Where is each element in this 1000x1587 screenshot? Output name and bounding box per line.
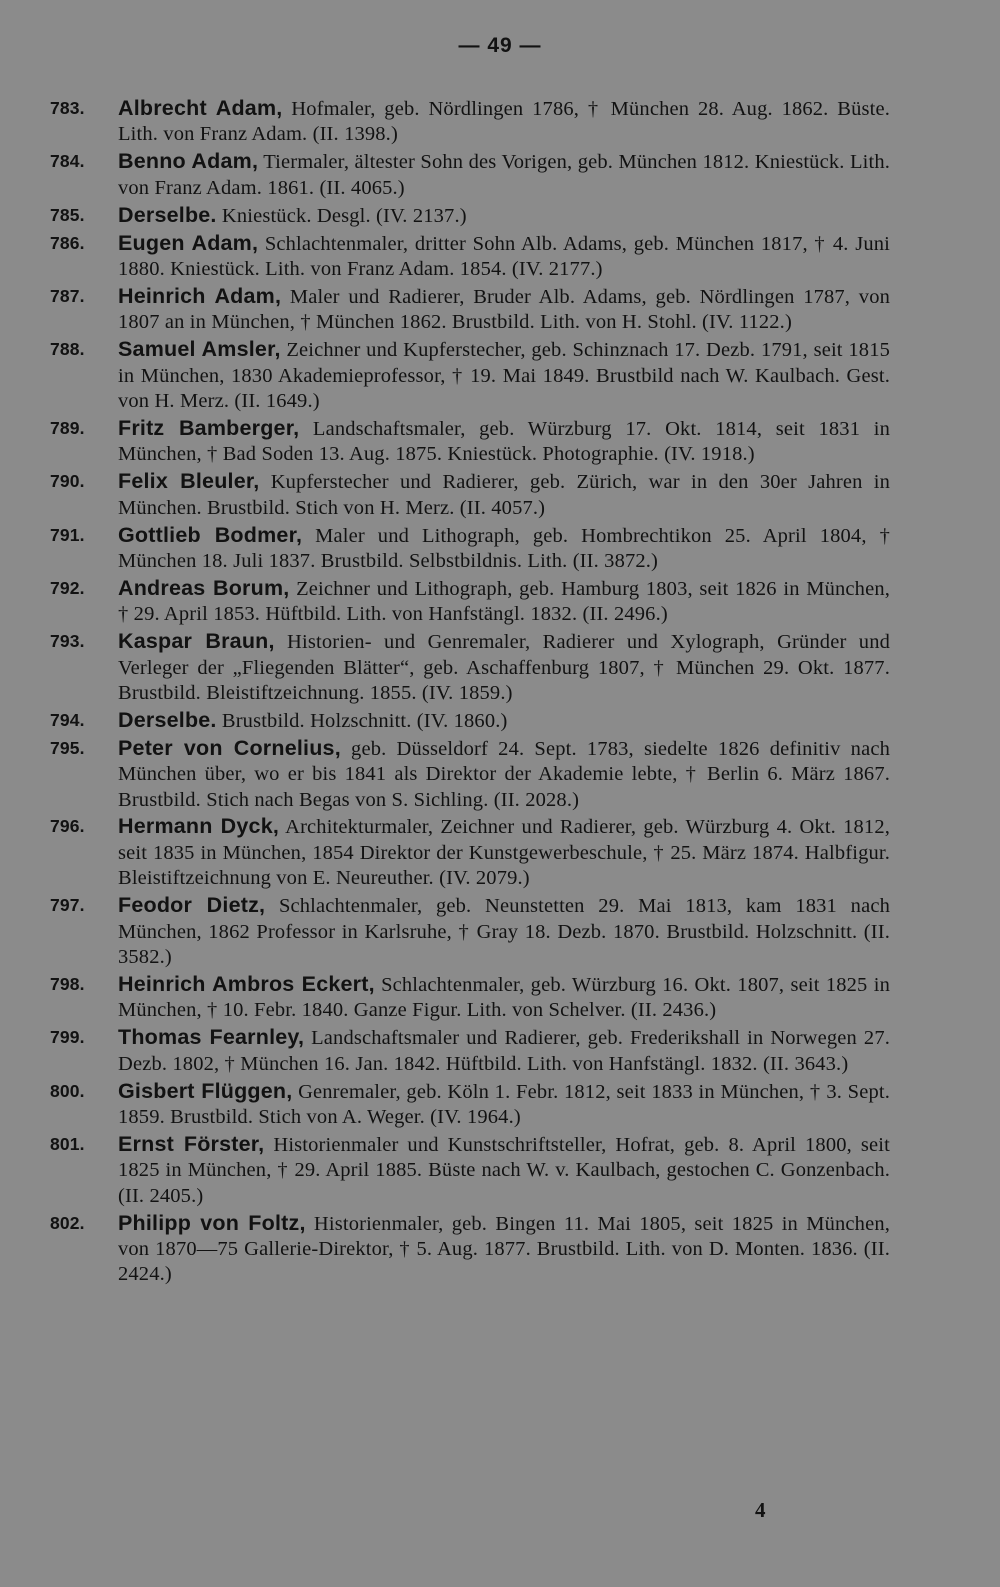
list-item — [50, 203, 890, 229]
entry-name: Samuel Amsler, — [118, 337, 281, 362]
list-item — [50, 708, 890, 734]
entry-text: Zeichner und Kupferstecher, geb. Schinznach 17. Dezb. 1791, seit 1815 in München, 1830 Akademieprofessor, † 19. Mai 1849. Brustbild nach W. Kaulbach. Gest. von H. Merz. (II. 1649.) — [118, 339, 890, 412]
page-number: — 49 — — [458, 34, 542, 57]
entry-name: Derselbe. — [118, 707, 217, 732]
entry-name: Philipp von Foltz, — [118, 1210, 306, 1235]
entry-name: Hermann Dyck, — [118, 814, 280, 839]
entry-number: 788. — [50, 339, 85, 360]
entry-text: Historien- und Genremaler, Radierer und Xylograph, Gründer und Verleger der „Fliegenden Blätter“, geb. Aschaffenburg 1807, † München 29. Okt. 1877. Brustbild. Bleistiftzeichnung. 1855. (IV. 1859.) — [118, 631, 891, 704]
list-item — [50, 576, 890, 628]
entry-number: 794. — [50, 709, 85, 730]
entry-name: Gottlieb Bodmer, — [118, 522, 303, 547]
entry-text: Maler und Lithograph, geb. Hombrechtikon 25. April 1804, † München 18. Juli 1837. Brustbild. Selbstbildnis. Lith. (II. 3872.) — [118, 524, 890, 572]
entry-text: Kupferstecher und Radierer, geb. Zürich, war in den 30er Jahren in München. Brustbild. Stich von H. Merz. (II. 4057.) — [118, 471, 890, 519]
list-item — [50, 337, 890, 414]
entry-name: Andreas Borum, — [118, 575, 290, 600]
entry-number: 783. — [50, 98, 85, 118]
entry-name: Feodor Dietz, — [118, 893, 266, 918]
entry-text: Architekturmaler, Zeichner und Radierer, geb. Würzburg 4. Okt. 1812, seit 1835 in München, 1854 Direktor der Kunstgewerbeschule, † 25. März 1874. Halbfigur. Bleistiftzeichnung von E. Neureuther. (IV. 2079.) — [118, 816, 891, 890]
entry-text: Historienmaler und Kunstschriftsteller, Hofrat, geb. 8. April 1800, seit 1825 in München, † 29. April 1885. Büste nach W. v. Kaulbach, gestochen C. Gonzenbach. (II. 2405.) — [118, 1133, 890, 1207]
entry-number: 791. — [50, 524, 85, 545]
entry-number: 792. — [50, 577, 85, 598]
entry-name: Heinrich Adam, — [118, 283, 282, 308]
list-item — [50, 629, 890, 706]
list-item — [50, 523, 890, 575]
list-item — [50, 1132, 890, 1209]
entry-number: 795. — [50, 737, 85, 758]
entry-text: Maler und Radierer, Bruder Alb. Adams, geb. Nördlingen 1787, von 1807 an in München, † München 1862. Brustbild. Lith. von H. Stohl. (IV. 1122.) — [118, 285, 890, 334]
entry-name: Eugen Adam, — [118, 230, 259, 255]
list-item — [50, 893, 890, 970]
entry-text: Brustbild. Holzschnitt. (IV. 1860.) — [216, 709, 508, 732]
entry-number: 797. — [50, 895, 85, 916]
list-item — [50, 284, 890, 336]
entry-number: 796. — [50, 816, 85, 837]
entry-text: geb. Düsseldorf 24. Sept. 1783, siedelte 1826 definitiv nach München über, wo er bis 1841 als Direktor der Akademie lebte, † Berlin 6. März 1867. Brustbild. Stich nach Begas von S. Sichling. (II. 2028.) — [118, 737, 890, 811]
entry-number: 789. — [50, 417, 85, 438]
list-item — [50, 1079, 890, 1131]
entry-text: Zeichner und Lithograph, geb. Hamburg 1803, seit 1826 in München, † 29. April 1853. Hüftbild. Lith. von Hanfstängl. 1832. (II. 2496.) — [118, 577, 890, 626]
entry-number: 800. — [50, 1080, 85, 1101]
entry-name: Albrecht Adam, — [118, 96, 283, 120]
entry-number: 786. — [50, 232, 85, 253]
entry-name: Peter von Cornelius, — [118, 735, 341, 760]
entry-name: Ernst Förster, — [118, 1131, 265, 1156]
signature-mark: 4 — [755, 1498, 766, 1522]
list-item — [50, 231, 890, 283]
entry-number: 802. — [50, 1212, 85, 1233]
entry-text: Genremaler, geb. Köln 1. Febr. 1812, seit 1833 in München, † 3. Sept. 1859. Brustbild. Stich von A. Weger. (IV. 1964.) — [118, 1080, 890, 1128]
list-item — [50, 469, 890, 521]
entry-number: 785. — [50, 204, 85, 225]
entry-text: Landschaftsmaler und Radierer, geb. Frederikshall in Norwegen 27. Dezb. 1802, † München 16. Jan. 1842. Hüftbild. Lith. von Hanfstängl. 1832. (II. 3643.) — [118, 1027, 890, 1075]
list-item — [50, 736, 890, 813]
entry-name: Kaspar Braun, — [118, 629, 275, 654]
entry-name: Derselbe. — [118, 202, 217, 227]
entry-name: Thomas Fearnley, — [118, 1025, 305, 1050]
entry-text: Schlachtenmaler, geb. Würzburg 16. Okt. 1807, seit 1825 in München, † 10. Febr. 1840. Ganze Figur. Lith. von Schelver. (II. 2436.) — [118, 973, 890, 1022]
list-item — [50, 814, 890, 891]
entry-text: Schlachtenmaler, geb. Neunstetten 29. Mai 1813, kam 1831 nach München, 1862 Professor in Karlsruhe, † Gray 18. Dezb. 1870. Brustbild. Holzschnitt. (II. 3582.) — [118, 895, 890, 968]
entry-name: Gisbert Flüggen, — [118, 1078, 293, 1103]
entry-text: Tiermaler, ältester Sohn des Vorigen, geb. München 1812. Kniestück. Lith. von Franz Adam. 1861. (II. 4065.) — [118, 151, 890, 199]
entry-number: 787. — [50, 285, 85, 306]
entry-number: 799. — [50, 1027, 85, 1048]
entry-name: Fritz Bamberger, — [118, 415, 300, 440]
entry-text: Historienmaler, geb. Bingen 11. Mai 1805, seit 1825 in München, von 1870—75 Gallerie-Direktor, † 5. Aug. 1877. Brustbild. Lith. von D. Monten. 1836. (II. 2424.) — [118, 1212, 890, 1286]
entry-text: Landschaftsmaler, geb. Würzburg 17. Okt. 1814, seit 1831 in München, † Bad Soden 13. Aug. 1875. Kniestück. Photographie. (IV. 1918.) — [118, 417, 891, 466]
entry-text: Hofmaler, geb. Nördlingen 1786, † München 28. Aug. 1862. Büste. Lith. von Franz Adam. (II. 1398.) — [118, 98, 891, 146]
list-item — [50, 1211, 890, 1288]
list-item — [50, 1025, 890, 1077]
entry-number: 790. — [50, 471, 85, 492]
entry-name: Benno Adam, — [118, 149, 259, 174]
entry-number: 798. — [50, 973, 85, 994]
entry-number: 801. — [50, 1133, 85, 1154]
list-item — [50, 96, 890, 148]
list-item — [50, 149, 890, 201]
entry-name: Heinrich Ambros Eckert, — [118, 971, 375, 996]
list-item — [50, 416, 890, 468]
list-item — [50, 972, 890, 1024]
entry-text: Kniestück. Desgl. (IV. 2137.) — [216, 204, 467, 227]
entry-number: 793. — [50, 631, 85, 652]
entry-name: Felix Bleuler, — [118, 469, 260, 494]
entry-text: Schlachtenmaler, dritter Sohn Alb. Adams, geb. München 1817, † 4. Juni 1880. Kniestück. Lith. von Franz Adam. 1854. (IV. 2177.) — [118, 232, 891, 280]
entry-number: 784. — [50, 151, 85, 172]
entry-list — [50, 96, 890, 1289]
